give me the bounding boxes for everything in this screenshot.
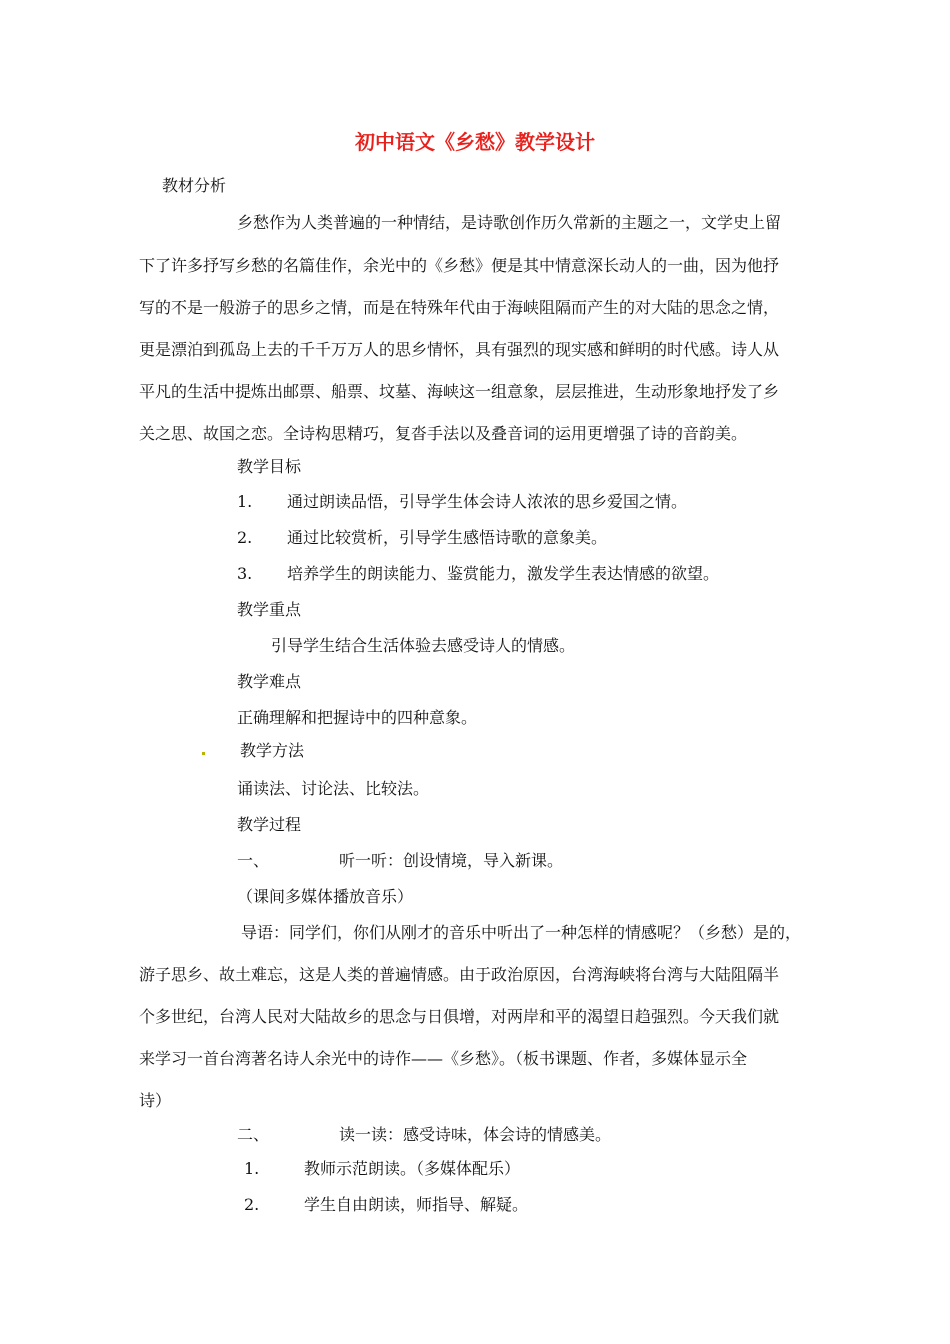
intro-line-2: 游子思乡、故土难忘，这是人类的普遍情感。由于政治原因，台湾海峡将台湾与大陆阻隔半: [139, 965, 780, 984]
step2-item-text-1: 教师示范朗读。（多媒体配乐）: [304, 1159, 521, 1178]
intro-line-5: 诗）: [139, 1091, 172, 1110]
document-title: 初中语文《乡愁》教学设计: [355, 130, 595, 154]
difficulty-text: 正确理解和把握诗中的四种意象。: [237, 708, 478, 727]
analysis-line-3: 写的不是一般游子的思乡之情，而是在特殊年代由于海峡阻隔而产生的对大陆的思念之情，: [139, 298, 780, 317]
analysis-line-6: 关之思、故国之恋。全诗构思精巧，复沓手法以及叠音词的运用更增强了诗的音韵美。: [139, 424, 748, 443]
step1-note: （课间多媒体播放音乐）: [237, 887, 414, 906]
step1-text: 听一听：创设情境，导入新课。: [339, 851, 564, 870]
step2-text: 读一读：感受诗味，体会诗的情感美。: [339, 1125, 612, 1144]
analysis-line-5: 平凡的生活中提炼出邮票、船票、坟墓、海峡这一组意象，层层推进，生动形象地抒发了乡: [139, 382, 780, 401]
analysis-line-1: 乡愁作为人类普遍的一种情结，是诗歌创作历久常新的主题之一，文学史上留: [237, 213, 782, 232]
goal-text-1: 通过朗读品悟，引导学生体会诗人浓浓的思乡爱国之情。: [287, 492, 688, 511]
goal-text-3: 培养学生的朗读能力、鉴赏能力，激发学生表达情感的欲望。: [287, 564, 720, 583]
focus-heading: 教学重点: [237, 600, 302, 619]
step2-item-number-1: 1.: [244, 1159, 260, 1178]
method-text: 诵读法、讨论法、比较法。: [237, 779, 430, 798]
step1-number: 一、: [237, 851, 270, 870]
intro-line-3: 个多世纪，台湾人民对大陆故乡的思念与日俱增，对两岸和平的渴望日趋强烈。今天我们就: [139, 1007, 780, 1026]
intro-line-4: 来学习一首台湾著名诗人余光中的诗作——《乡愁》。（板书课题、作者，多媒体显示全: [139, 1049, 748, 1068]
focus-text: 引导学生结合生活体验去感受诗人的情感。: [271, 636, 576, 655]
goal-text-2: 通过比较赏析，引导学生感悟诗歌的意象美。: [287, 528, 608, 547]
intro-line-1: 导语：同学们，你们从刚才的音乐中听出了一种怎样的情感呢？（乡愁）是的，: [241, 923, 802, 942]
step2-item-text-2: 学生自由朗读，师指导、解疑。: [304, 1195, 529, 1214]
step2-item-number-2: 2.: [244, 1195, 260, 1214]
difficulty-heading: 教学难点: [237, 672, 302, 691]
analysis-line-4: 更是漂泊到孤岛上去的千千万万人的思乡情怀，具有强烈的现实感和鲜明的时代感。诗人从: [139, 340, 780, 359]
goals-heading: 教学目标: [237, 457, 302, 476]
method-heading: 教学方法: [240, 741, 305, 760]
analysis-line-2: 下了许多抒写乡愁的名篇佳作，余光中的《乡愁》便是其中情意深长动人的一曲，因为他抒: [139, 256, 780, 275]
analysis-heading: 教材分析: [162, 176, 227, 195]
goal-number-3: 3.: [237, 564, 253, 583]
step2-number: 二、: [237, 1125, 270, 1144]
stray-mark-dot: [202, 752, 205, 755]
process-heading: 教学过程: [237, 815, 302, 834]
goal-number-1: 1.: [237, 492, 253, 511]
goal-number-2: 2.: [237, 528, 253, 547]
